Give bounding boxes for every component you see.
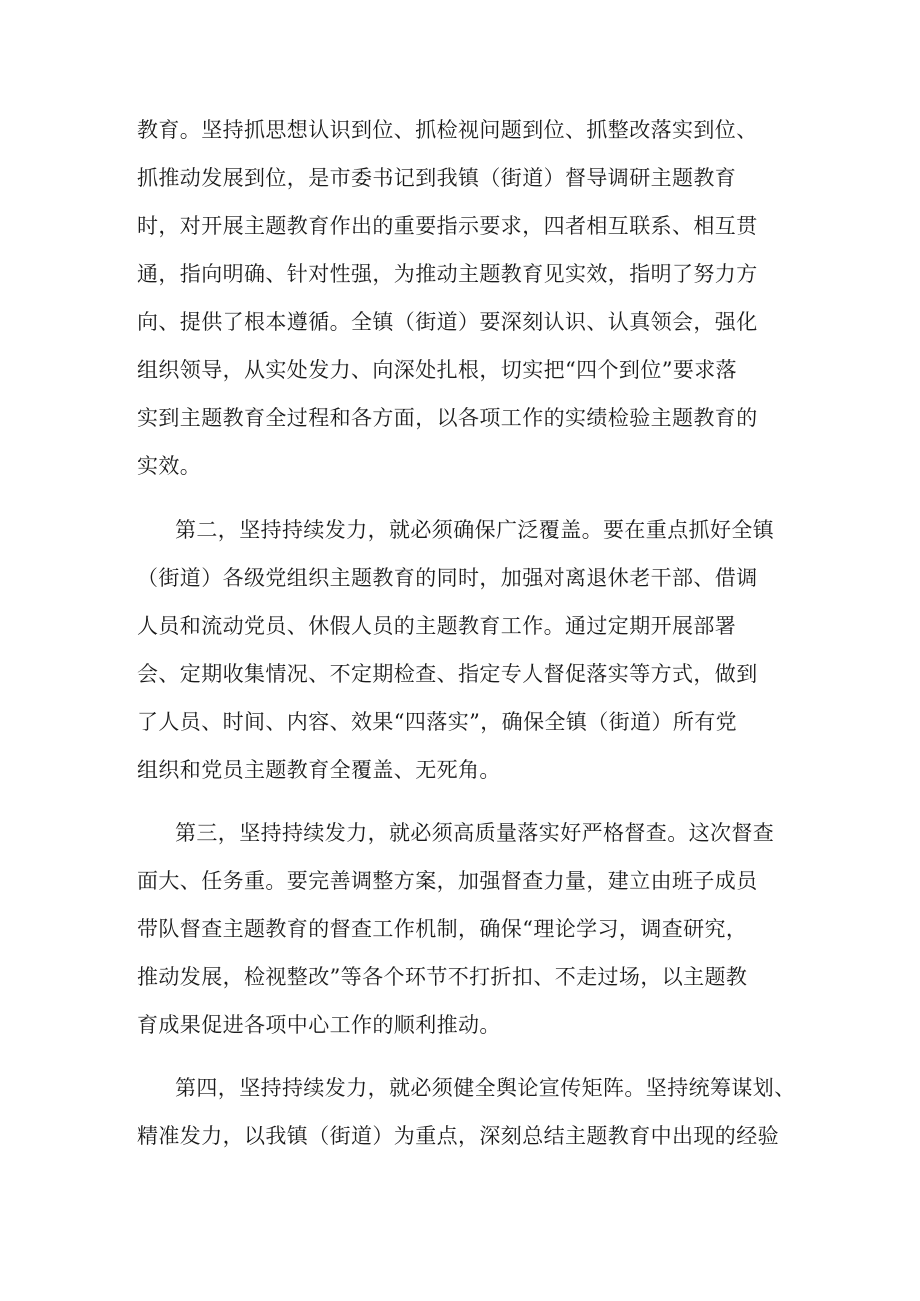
text-line: 面大、任务重。要完善调整方案，加强督查力量，建立由班子成员	[137, 869, 758, 893]
text-line: 通，指向明确、针对性强，为推动主题教育见实效，指明了努力方	[137, 262, 758, 286]
text-line: 抓推动发展到位，是市委书记到我镇（街道）督导调研主题教育	[137, 166, 737, 190]
text-line: 会、定期收集情况、不定期检查、指定专人督促落实等方式，做到	[137, 662, 758, 686]
text-line: 向、提供了根本遵循。全镇（街道）要深刻认识、认真领会，强化	[137, 310, 758, 334]
text-line: 实效。	[137, 454, 202, 478]
text-line: 带队督查主题教育的督查工作机制，确保“理论学习，调查研究，	[137, 917, 748, 941]
text-line: 推动发展，检视整改”等各个环节不打折扣、不走过场，以主题教	[137, 965, 748, 989]
text-line: 了人员、时间、内容、效果“四落实”，确保全镇（街道）所有党	[137, 710, 738, 734]
paragraph-first-line: 第四，坚持持续发力，就必须健全舆论宣传矩阵。坚持统筹谋划、	[175, 1076, 796, 1100]
text-line: 育成果促进各项中心工作的顺利推动。	[137, 1013, 501, 1037]
paragraph-first-line: 第三，坚持持续发力，就必须高质量落实好严格督查。这次督查	[175, 821, 775, 845]
text-line: 教育。坚持抓思想认识到位、抓检视问题到位、抓整改落实到位、	[137, 118, 758, 142]
paragraph-first-line: 第二，坚持持续发力，就必须确保广泛覆盖。要在重点抓好全镇	[175, 518, 775, 542]
text-line: 组织和党员主题教育全覆盖、无死角。	[137, 758, 501, 782]
text-line: 组织领导，从实处发力、向深处扎根，切实把“四个到位”要求落	[137, 358, 738, 382]
text-line: 人员和流动党员、休假人员的主题教育工作。通过定期开展部署	[137, 614, 737, 638]
text-line: 时，对开展主题教育作出的重要指示要求，四者相互联系、相互贯	[137, 214, 758, 238]
text-line: 精准发力，以我镇（街道）为重点，深刻总结主题教育中出现的经验	[137, 1124, 779, 1148]
text-line: （街道）各级党组织主题教育的同时，加强对离退休老干部、借调	[137, 566, 758, 590]
text-line: 实到主题教育全过程和各方面，以各项工作的实绩检验主题教育的	[137, 406, 758, 430]
